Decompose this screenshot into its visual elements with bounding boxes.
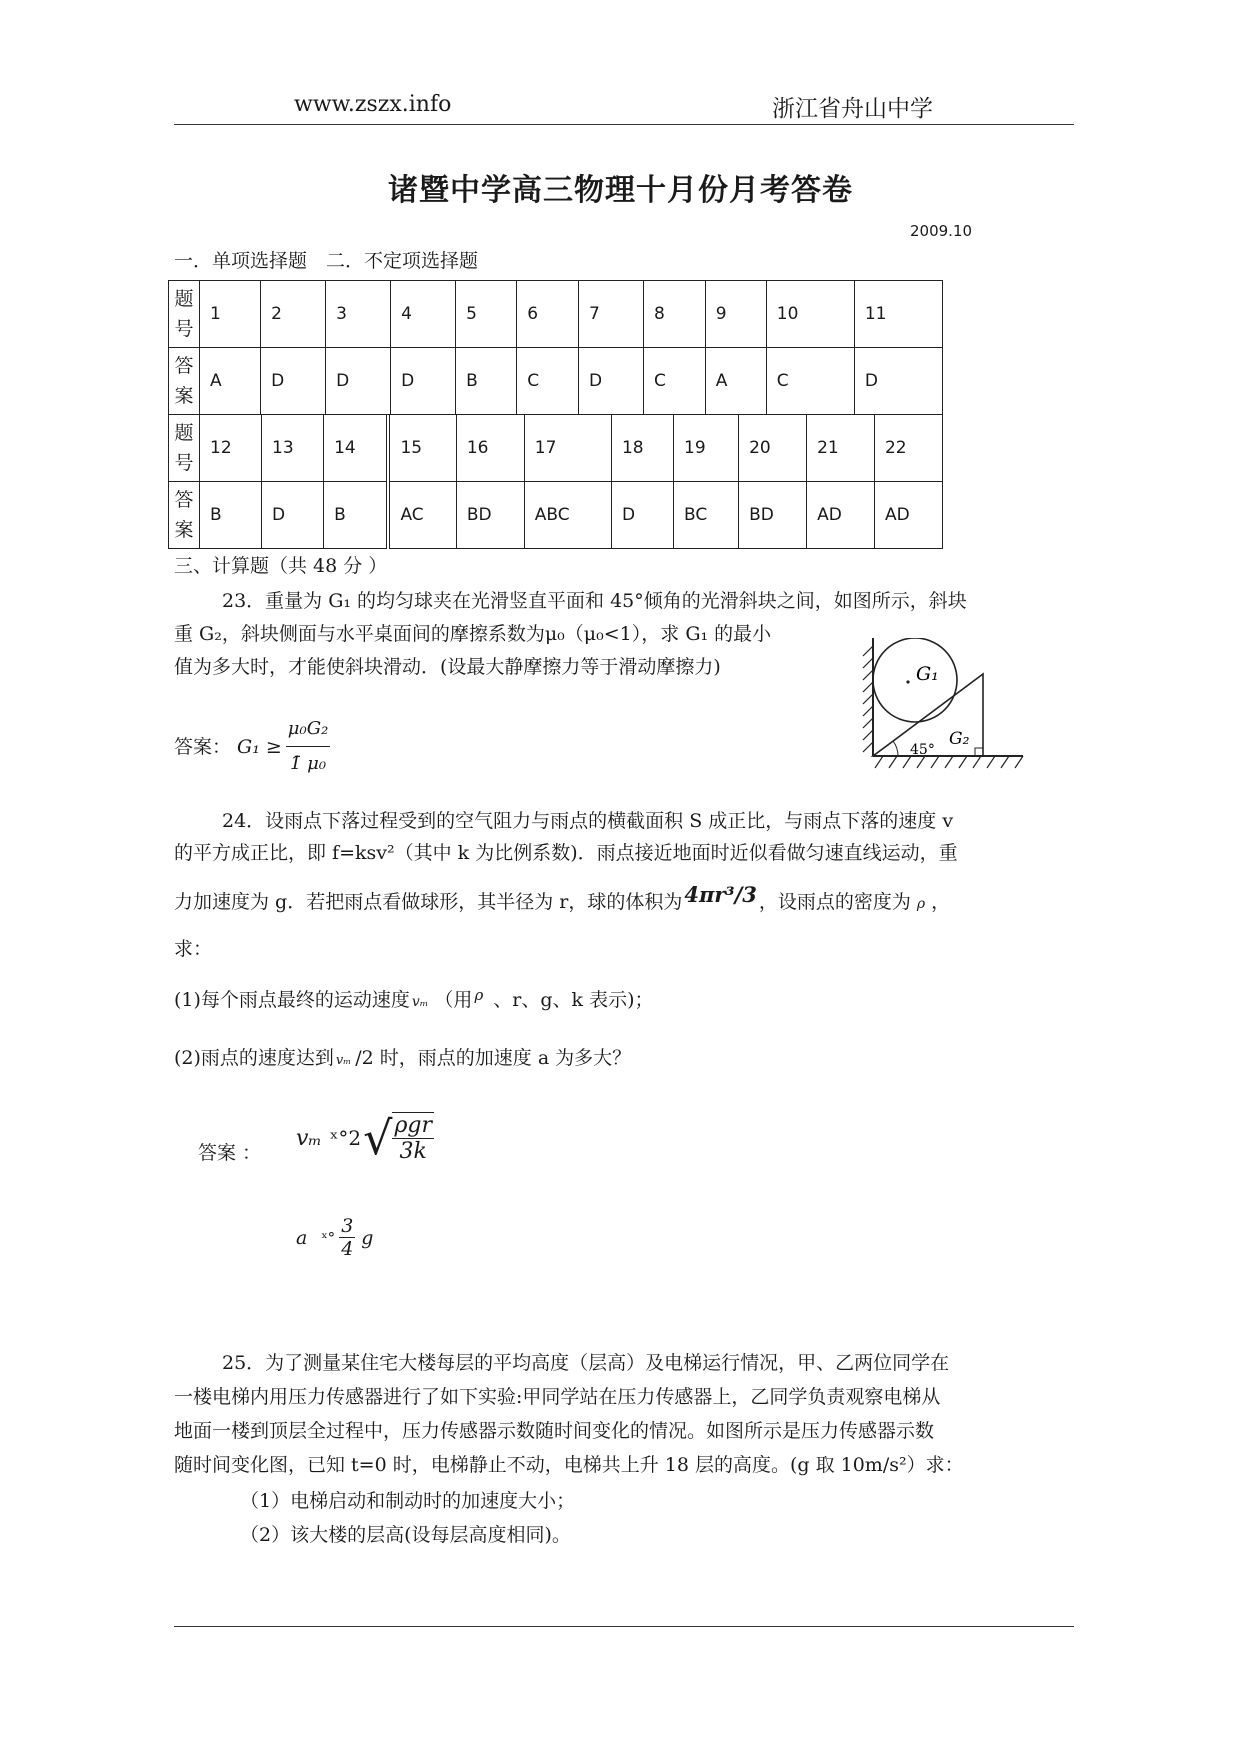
q24-line-4: 求：: [174, 938, 213, 960]
q24-sub-2: [174, 1041, 631, 1078]
q-number: 6: [517, 281, 579, 348]
question-number-row: [169, 281, 943, 348]
q-number: 1: [200, 281, 261, 348]
q-number: 21: [807, 415, 875, 482]
q24-answer-1-numerator: ρgr: [394, 1113, 432, 1138]
ball-shape: [873, 638, 957, 722]
answer-cell: ABC: [524, 482, 611, 549]
q-number: 8: [643, 281, 705, 348]
q-number: 18: [611, 415, 673, 482]
q-number: 10: [766, 281, 854, 348]
answer-cell: D: [578, 348, 643, 415]
q24-sub-1-text-b: （用: [434, 989, 473, 1011]
q25-line-4: 随时间变化图，已知 t=0 时，电梯静止不动，电梯共上升 18 层的高度。(g 取 10m/s²）求：: [174, 1454, 964, 1476]
q24-answer-2-denominator: 4: [341, 1238, 354, 1260]
q24-answer-2: [296, 1215, 373, 1260]
q23-answer-label: 答案：: [174, 735, 232, 758]
answer-cell: B: [200, 482, 262, 549]
answer-row: [169, 348, 943, 415]
section-calc-heading: 三、计算题（共 48 分 ）: [174, 555, 388, 577]
q-number: 7: [578, 281, 643, 348]
q-number: 19: [674, 415, 739, 482]
q23-fraction-denominator: 1̄ μ₀: [289, 753, 327, 774]
answer-row: [169, 482, 943, 549]
q25-line-3: 地面一楼到顶层全过程中，压力传感器示数随时间变化的情况。如图所示是压力传感器示数: [174, 1420, 935, 1442]
q24-answer-1-eq: ˣ°2: [329, 1126, 362, 1150]
answer-cell: D: [326, 348, 391, 415]
vm-symbol: vₘ: [335, 1053, 352, 1068]
acceleration-symbol: a: [296, 1226, 308, 1249]
answer-cell: BD: [456, 482, 524, 549]
q-number: 14: [324, 415, 389, 482]
q24-answer-label: 答案 ：: [198, 1142, 262, 1164]
q-number: 15: [388, 415, 456, 482]
answer-cell: BC: [674, 482, 739, 549]
q-number: 4: [391, 281, 456, 348]
q-number: 11: [854, 281, 942, 348]
q25-sub-2: （2）该大楼的层高(设每层高度相同)。: [240, 1524, 571, 1546]
q24-sub-1-text-c: 、r、g、k 表示)；: [493, 989, 654, 1011]
q24-line-1: 24．设雨点下落过程受到的空气阻力与雨点的横截面积 S 成正比，与雨点下落的速度 v: [222, 810, 954, 832]
answer-cell: AD: [807, 482, 875, 549]
q-number: 3: [326, 281, 391, 348]
q25-line-2: 一楼电梯内用压力传感器进行了如下实验:甲同学站在压力传感器上，乙同学负责观察电梯从: [174, 1386, 941, 1408]
q24-line-3: [174, 884, 950, 921]
answer-cell: A: [705, 348, 766, 415]
q23-fraction-numerator: μ₀G₂: [286, 712, 331, 747]
question-label: 题 号: [169, 415, 200, 482]
q24-sub-1-text: (1)每个雨点最终的运动速度: [174, 989, 410, 1011]
q24-line-2: 的平方成正比，即 f=ksv²（其中 k 为比例系数)．雨点接近地面时近似看做匀速直线运动，重: [174, 842, 958, 864]
q24-answer-2-eq: ˣ°: [321, 1228, 336, 1247]
question-number-row: [169, 415, 943, 482]
answer-cell: D: [391, 348, 456, 415]
q24-line-3a: 力加速度为 g．若把雨点看做球形，其半径为 r，球的体积为: [174, 891, 683, 913]
vm-symbol: vₘ: [411, 994, 429, 1010]
answer-cell: D: [854, 348, 942, 415]
q24-line-3b: ，设雨点的密度为: [758, 891, 911, 913]
q-number: 22: [874, 415, 942, 482]
q25-sub-1: （1）电梯启动和制动时的加速度大小；: [240, 1490, 576, 1512]
q-number: 5: [456, 281, 517, 348]
density-symbol: ρ: [474, 986, 484, 1004]
header-site: www.zszx.info: [294, 92, 452, 117]
density-symbol: ρ: [916, 896, 926, 912]
q24-sub-2-text-b: /2 时，雨点的加速度 a 为多大？: [355, 1047, 632, 1069]
fig-label-g2: G₂: [949, 729, 970, 749]
header-school: 浙江省舟山中学: [772, 96, 933, 122]
q23-answer: [174, 712, 330, 781]
answer-cell: D: [611, 482, 673, 549]
q-number: 13: [262, 415, 324, 482]
q-number: 2: [261, 281, 326, 348]
answer-cell: D: [262, 482, 324, 549]
fig-label-angle: 45°: [910, 742, 935, 758]
answer-cell: AC: [388, 482, 456, 549]
q23-answer-fraction: [286, 712, 331, 781]
header-rule: [174, 124, 1074, 125]
q23-figure: [858, 638, 1028, 773]
answer-table-1: [168, 280, 943, 415]
answer-cell: C: [643, 348, 705, 415]
q24-answer-2-fraction: [339, 1215, 355, 1260]
footer-rule: [174, 1626, 1074, 1627]
answer-label: 答 案: [169, 348, 200, 415]
answer-cell: BD: [739, 482, 807, 549]
q24-line-3c: ，: [931, 891, 951, 913]
q23-line-1: 23．重量为 G₁ 的均匀球夹在光滑竖直平面和 45°倾角的光滑斜块之间，如图所示，斜块: [222, 590, 967, 612]
q24-answer-2-numerator: 3: [341, 1215, 354, 1237]
answer-cell: AD: [874, 482, 942, 549]
q24-sub-2-text: (2)雨点的速度达到: [174, 1047, 334, 1069]
answer-table-2: [168, 414, 943, 549]
q23-line-3: 值为多大时，才能使斜块滑动．(设最大静摩擦力等于滑动摩擦力): [174, 656, 721, 678]
section-choice-heading: 一．单项选择题 二．不定项选择题: [174, 250, 479, 272]
q-number: 12: [200, 415, 262, 482]
answer-cell: C: [517, 348, 579, 415]
q24-answer-1-fraction: [392, 1112, 434, 1164]
q23-line-2: 重 G₂，斜块侧面与水平桌面间的摩擦系数为μ₀（μ₀<1），求 G₁ 的最小: [174, 623, 772, 645]
page-title: 诸暨中学高三物理十月份月考答卷: [388, 173, 853, 208]
question-label: 题 号: [169, 281, 200, 348]
q25-line-1: 25．为了测量某住宅大楼每层的平均高度（层高）及电梯运行情况，甲、乙两位同学在: [222, 1352, 950, 1374]
sqrt-sign: √: [363, 1111, 393, 1165]
answer-cell: C: [766, 348, 854, 415]
q24-sub-1: [174, 983, 653, 1019]
q-number: 17: [524, 415, 611, 482]
answer-cell: B: [456, 348, 517, 415]
fig-label-g1: G₁: [916, 663, 939, 685]
gravity-symbol: g: [361, 1226, 374, 1249]
sphere-volume: 4πr³/3: [684, 882, 757, 907]
vm-symbol: vₘ: [296, 1125, 322, 1151]
q-number: 16: [456, 415, 524, 482]
q24-answer-1-denominator: 3k: [399, 1139, 427, 1164]
q-number: 9: [705, 281, 766, 348]
date: 2009.10: [910, 222, 973, 240]
q-number: 20: [739, 415, 807, 482]
answer-cell: B: [324, 482, 389, 549]
q23-answer-lhs: G₁ ≥: [237, 735, 282, 758]
answer-cell: A: [200, 348, 261, 415]
q24-answer-1: [296, 1112, 434, 1164]
answer-cell: D: [261, 348, 326, 415]
answer-label: 答 案: [169, 482, 200, 549]
